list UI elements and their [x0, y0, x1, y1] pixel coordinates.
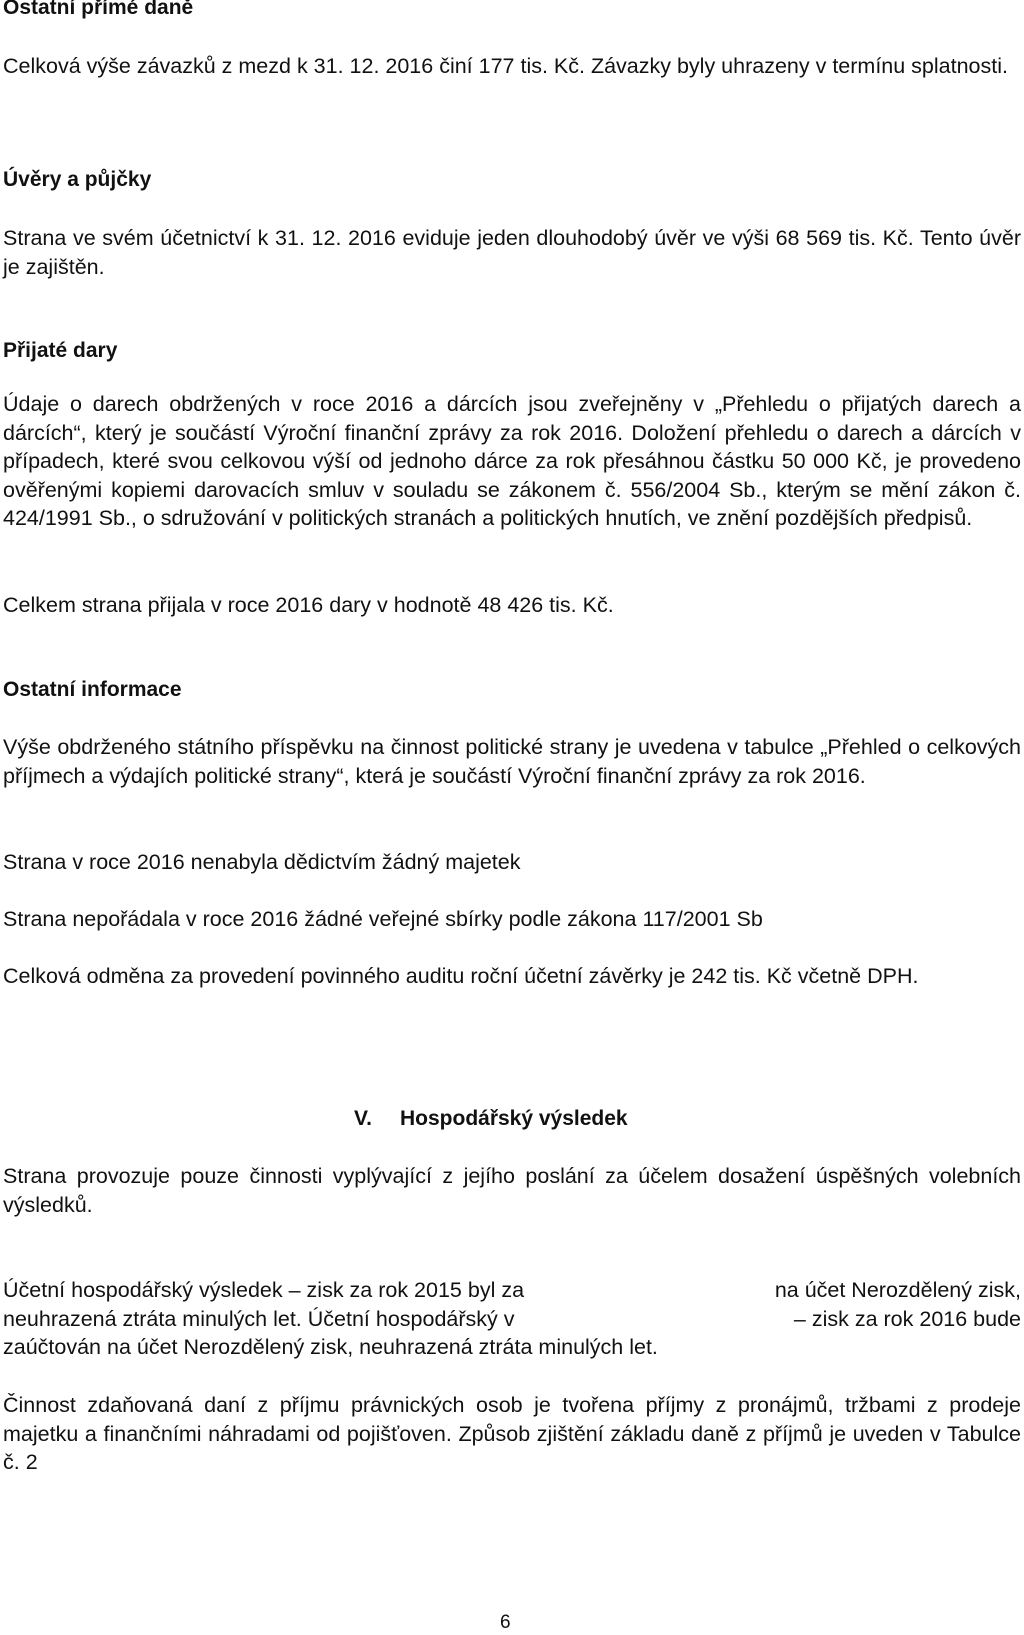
section-heading-economic-result [354, 1106, 628, 1132]
paragraph-loans: Strana ve svém účetnictví k 31. 12. 2016 eviduje jeden dlouhodobý úvěr ve výši 68 569 tis. Kč. Tento úvěr je zajištěn. [3, 226, 1021, 279]
paragraph-state-contribution: Výše obdrženého státního příspěvku na činnost politické strany je uvedena v tabulce „Přehled o celkových příjmech a výdajích politické strany“, která je součástí Výroční finanční zprávy za rok 2016. [3, 735, 1021, 788]
section-title: Hospodářský výsledek [400, 1107, 628, 1130]
accounting-result-line-2-left: neuhrazená ztráta minulých let. Účetní hospodářský v [3, 1306, 515, 1331]
paragraph-inheritance: Strana v roce 2016 nenabyla dědictvím žádný majetek [3, 850, 521, 874]
paragraph-wage-liabilities: Celková výše závazků z mezd k 31. 12. 2016 činí 177 tis. Kč. Závazky byly uhrazeny v termínu splatnosti. [3, 54, 1008, 78]
paragraph-audit-fee: Celková odměna za provedení povinného auditu roční účetní závěrky je 242 tis. Kč včetně DPH. [3, 964, 919, 988]
paragraph-gifts-details: Údaje o darech obdržených v roce 2016 a dárcích jsou zveřejněny v „Přehledu o přijatých darech a dárcích“, který je součástí Výroční finanční zprávy za rok 2016. Doložení přehledu o darech a dárcích v případech, které svou celkovou výší od jednoho dárce za rok přesáhnou částku 50 000 Kč, je provedeno ověřenými kopiemi darovacích smluv v souladu se zákonem č. 556/2004 Sb., kterým se mění zákon č. 424/1991 Sb., o sdružování v politických stranách a politických hnutích, ve znění pozdějších předpisů. [3, 392, 1021, 530]
section-heading-other-information: Ostatní informace [3, 678, 182, 701]
paragraph-accounting-result [3, 1276, 1021, 1362]
accounting-result-line-1-left: Účetní hospodářský výsledek – zisk za rok 2015 byl za [3, 1278, 525, 1302]
section-heading-loans: Úvěry a půjčky [3, 168, 152, 191]
accounting-result-line-1 [3, 1276, 1021, 1305]
paragraph-taxed-activity: Činnost zdaňovaná daní z příjmu právnických osob je tvořena příjmy z pronájmů, tržbami z prodeje majetku a finančními náhradami od pojišťoven. Způsob zjištění základu daně z příjmů je uveden v Tabulce č. 2 [3, 1393, 1021, 1474]
paragraph-gifts-total: Celkem strana přijala v roce 2016 dary v hodnotě 48 426 tis. Kč. [3, 593, 614, 617]
paragraph-public-collections: Strana nepořádala v roce 2016 žádné veřejné sbírky podle zákona 117/2001 Sb [3, 907, 763, 931]
paragraph-activities: Strana provozuje pouze činnosti vyplývající z jejího poslání za účelem dosažení úspěšných volebních výsledků. [3, 1164, 1021, 1217]
accounting-result-line-1-right: na účet Nerozdělený zisk, [774, 1278, 1021, 1302]
accounting-result-line-3: zaúčtován na účet Nerozdělený zisk, neuhrazená ztráta minulých let. [3, 1335, 658, 1359]
section-heading-other-direct-taxes: Ostatní přímé daně [3, 0, 194, 19]
accounting-result-line-2 [3, 1305, 1021, 1334]
section-heading-received-gifts: Přijaté dary [3, 339, 118, 362]
accounting-result-line-2-right: – zisk za rok 2016 bude [793, 1306, 1021, 1331]
page-number: 6 [500, 1612, 511, 1633]
section-number: V. [354, 1107, 372, 1130]
